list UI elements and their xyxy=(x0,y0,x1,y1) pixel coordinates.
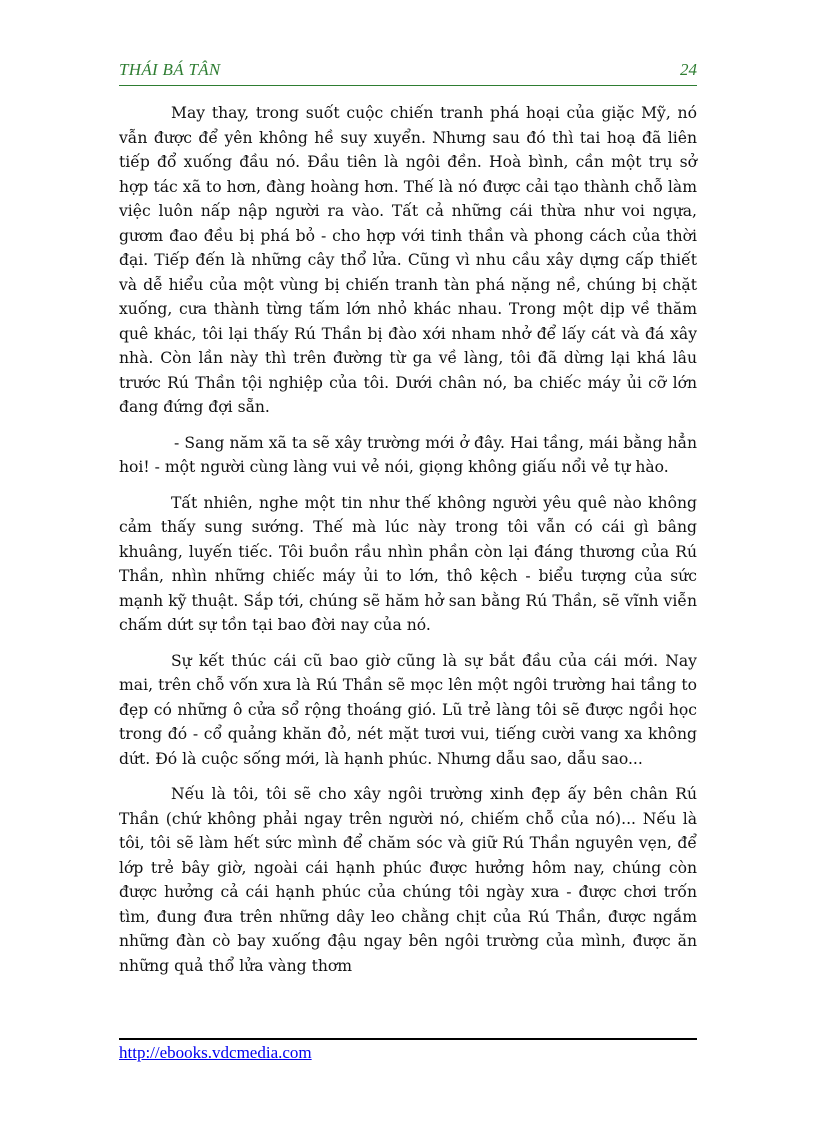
paragraph-dialog: - Sang năm xã ta sẽ xây trường mới ở đây. Hai tầng, mái bằng hẳn hoi! - một người cùng làng vui vẻ nói, giọng không giấu nổi vẻ tự hào. xyxy=(119,433,697,476)
paragraph: May thay, trong suốt cuộc chiến tranh phá hoại của giặc Mỹ, nó vẫn được để yên không hề suy xuyển. Nhưng sau đó thì tai hoạ đã liên tiếp đổ xuống đầu nó. Đầu tiên là ngôi đền. Hoà bình, cần một trụ sở hợp tác xã to hơn, đàng hoàng hơn. Thế là nó được cải tạo thành chỗ làm việc luôn nấp nập người ra vào. Tất cả những cái thừa như voi ngựa, gươm đao đều bị phá bỏ - cho hợp với tinh thần và phong cách của thời đại. Tiếp đến là những cây thổ lửa. Cũng vì nhu cầu xây dựng cấp thiết và dễ hiểu của một vùng bị chiến tranh tàn phá nặng nề, chúng bị chặt xuống, cưa thành từng tấm lớn nhỏ khác nhau. Trong một dịp về thăm quê khác, tôi lại thấy Rú Thần bị đào xới nham nhở để lấy cát và đá xây nhà. Còn lần này thì trên đường từ ga về làng, tôi đã dừng lại khá lâu trước Rú Thần tội nghiệp của tôi. Dưới chân nó, ba chiếc máy ủi cỡ lớn đang đứng đợi sẵn. xyxy=(119,104,697,416)
page-header xyxy=(119,60,697,86)
paragraph: Sự kết thúc cái cũ bao giờ cũng là sự bắt đầu của cái mới. Nay mai, trên chỗ vốn xưa là Rú Thần sẽ mọc lên một ngôi trường hai tầng to đẹp có những ô cửa sổ rộng thoáng gió. Lũ trẻ làng tôi sẽ được ngồi học trong đó - cổ quảng khăn đỏ, nét mặt tươi vui, tiếng cười vang xa không dứt. Đó là cuộc sống mới, là hạnh phúc. Nhưng dẫu sao, dẫu sao... xyxy=(119,651,697,768)
body-text xyxy=(119,101,697,989)
page-number: 24 xyxy=(680,60,697,79)
paragraph: Tất nhiên, nghe một tin như thế không người yêu quê nào không cảm thấy sung sướng. Thế mà lúc này trong tôi vẫn có cái gì bâng khuâng, luyến tiếc. Tôi buồn rầu nhìn phần còn lại đáng thương của Rú Thần, nhìn những chiếc máy ủi to lớn, thô kệch - biểu tượng của sức mạnh kỹ thuật. Sắp tới, chúng sẽ hăm hở san bằng Rú Thần, sẽ vĩnh viễn chấm dứt sự tồn tại bao đời nay của nó. xyxy=(119,493,697,634)
footer-link[interactable]: http://ebooks.vdcmedia.com xyxy=(119,1043,312,1062)
header-rule xyxy=(119,85,697,86)
header-author: THÁI BÁ TÂN xyxy=(119,60,221,79)
footer-rule xyxy=(119,1038,697,1040)
paragraph: Nếu là tôi, tôi sẽ cho xây ngôi trường xinh đẹp ấy bên chân Rú Thần (chứ không phải ngay trên người nó, chiếm chỗ của nó)... Nếu là tôi, tôi sẽ làm hết sức mình để chăm sóc và giữ Rú Thần nguyên vẹn, để lớp trẻ bây giờ, ngoài cái hạnh phúc được hưởng hôm nay, chúng còn được hưởng cả cái hạnh phúc của chúng tôi ngày xưa - được chơi trốn tìm, đung đưa trên những dây leo chằng chịt của Rú Thần, được ngắm những đàn cò bay xuống đậu ngay bên ngôi trường của mình, được ăn những quả thổ lửa vàng thơm xyxy=(119,785,697,975)
